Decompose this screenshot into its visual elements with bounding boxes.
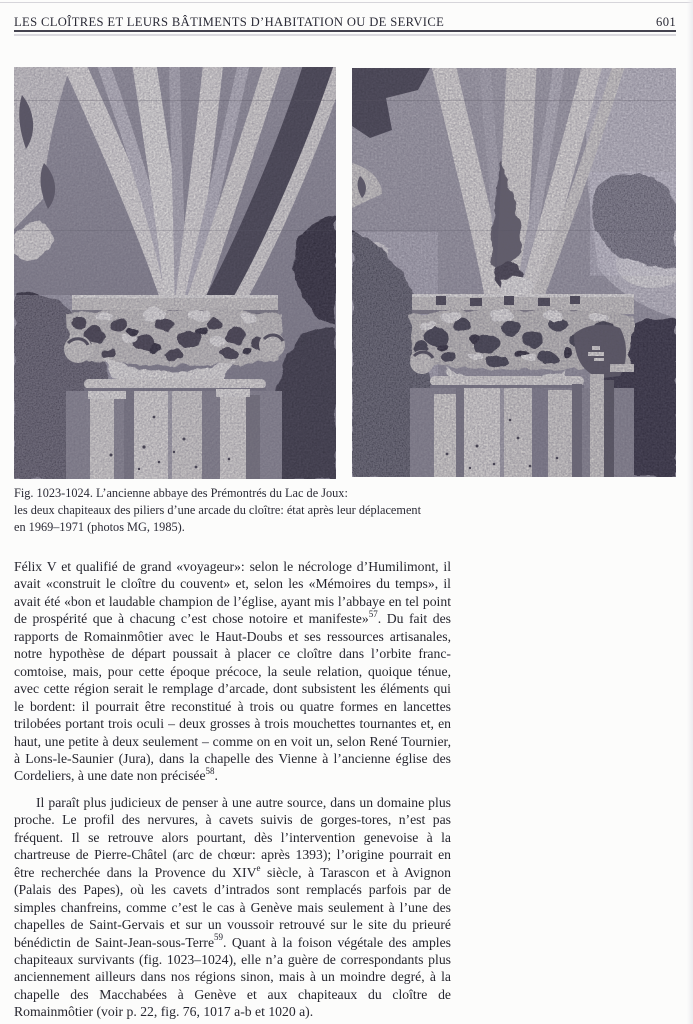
figure-photo-right-capital — [352, 68, 676, 477]
figure-caption — [14, 485, 554, 536]
paragraph-1-text-b: . Du fait des rapports de Romainmôtier avec le Haut-Doubs et ses ressources artisanales, notre hypothèse de départ poussait à placer ce cloître dans l’orbite franc-comtoise, mais, pour cette époque précoce, la seule relation, quoique ténue, avec cette région serait le remplage d’arcade, dont subsistent les éléments qui le bordent: il pourrait être reconstitué à trois ou quatre formes en lancettes trilobées portant trois oculi – deux grosses à trois mouchettes tournantes et, en haut, une petite à deux seulement – comme on en voit un, selon René Tournier, à Lons-le-Saunier (Jura), dans la chapelle des Vienne à l’ancienne église des Cordeliers, à une date non précisée — [14, 611, 451, 784]
body-text-column — [14, 558, 451, 1021]
header-rule-echo — [14, 34, 676, 36]
header-rule — [14, 30, 676, 32]
page-number: 601 — [656, 15, 676, 29]
running-title: LES CLOÎTRES ET LEURS BÂTIMENTS D’HABITATION OU DE SERVICE — [14, 15, 445, 29]
footnote-ref-57: 57 — [368, 609, 378, 620]
caption-line-2: les deux chapiteaux des piliers d’une arcade du cloître: état après leur déplacement — [14, 503, 421, 517]
paragraph-2-text-a: Il paraît plus judicieux de penser à une autre source, dans un domaine plus proche. Le profil des nervures, à cavets suivis de gorges-tores, n’est pas fréquent. Il se retrouve alors pourtant, dès l’intervention genevoise à la chartreuse de Pierre-Châtel (arc de chœur: après 1393); l’origine pourrait en être recherchée dans la Provence du XIV — [14, 794, 451, 880]
body-paragraph-2 — [14, 794, 451, 1021]
paragraph-1-text-a: Félix V et qualifié de grand «voyageur»: selon le nécrologe d’Humilimont, il avait «construit le cloître du couvent» et, selon les «Mémoires du temps», il avait été «bon et laudable champion de l’église, ayant mis l’abbaye en tel point de prospérité que à chacung c’est chose notoire et manifeste» — [14, 559, 451, 627]
ordinal-superscript-e: e — [256, 862, 261, 873]
footnote-ref-58: 58 — [205, 766, 215, 777]
caption-line-1: Fig. 1023-1024. L’ancienne abbaye des Prémontrés du Lac de Joux: — [14, 486, 348, 500]
figure-photo-left-capital — [14, 67, 336, 479]
caption-line-3: en 1969–1971 (photos MG, 1985). — [14, 520, 185, 534]
paragraph-2-text-c: . Quant à la foison végétale des amples chapiteaux survivants (fig. 1023–1024), elle n’a guère de correspondants plus anciennement ailleurs dans nos régions sinon, mais à un moindre degré, à la chapelle des Macchabées à Genève et aux chapiteaux du cloître de Romainmôtier (voir p. 22, fig. 76, 1017 a-b et 1020 a). — [14, 934, 452, 1020]
footnote-ref-59: 59 — [214, 932, 224, 943]
paragraph-1-text-c: . — [214, 768, 218, 784]
scan-artifact-right-edge — [687, 0, 693, 1024]
page-header — [14, 10, 676, 30]
paragraph-2-text-b: siècle, à Tarascon et à Avignon (Palais des Papes), où les cavets d’intrados sont remplacés parfois par de simples chanfreins, comme c’est le cas à Genève mais seulement à l’une des chapelles de Saint-Gervais et sur un voussoir retrouvé sur le site du prieuré bénédictin de Saint-Jean-sous-Terre — [14, 864, 451, 950]
scan-artifact-top-line — [0, 2, 693, 3]
body-paragraph-1 — [14, 558, 451, 785]
